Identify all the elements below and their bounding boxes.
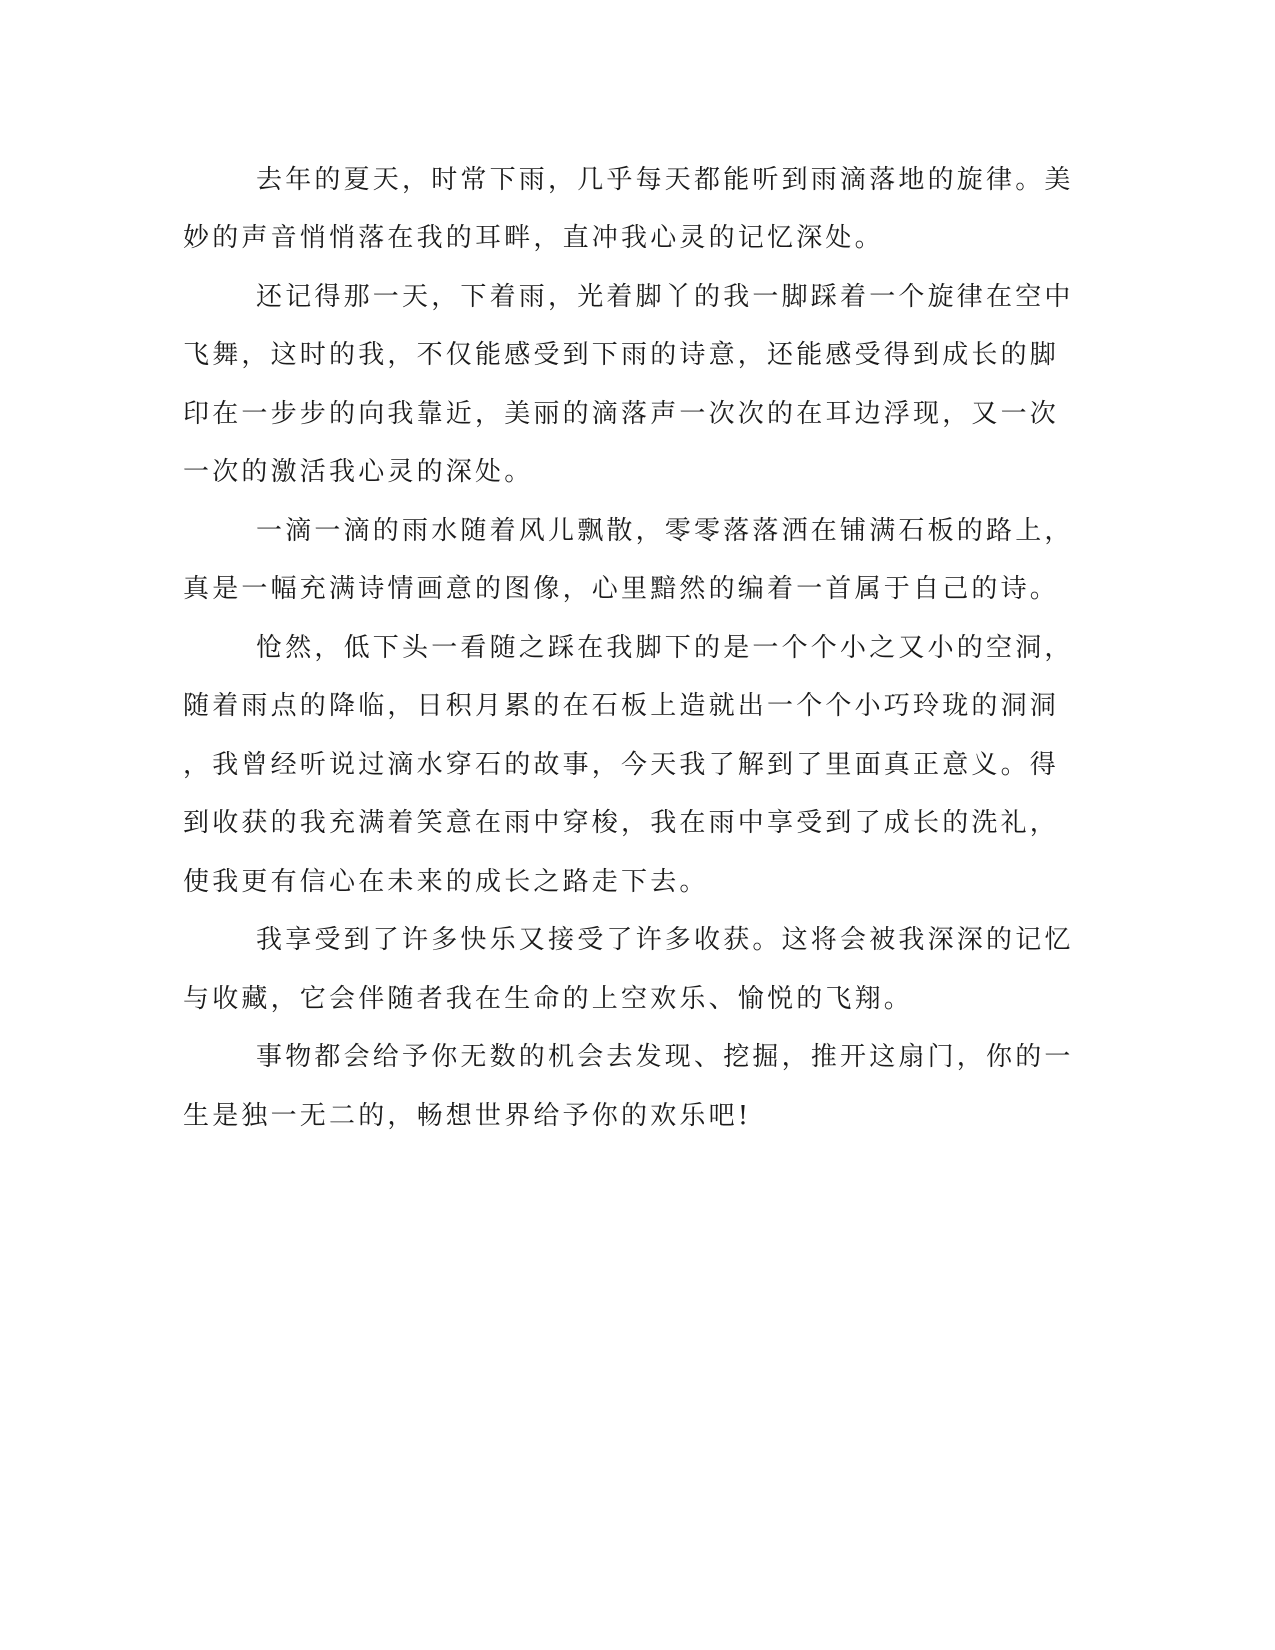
paragraph-2-line-1: 还记得那一天，下着雨，光着脚丫的我一脚踩着一个旋律在空中 — [256, 282, 1074, 312]
paragraph-3-line-2: 真是一幅充满诗情画意的图像，心里黯然的编着一首属于自己的诗。 — [183, 574, 1060, 604]
paragraph-2-line-2: 飞舞，这时的我，不仅能感受到下雨的诗意，还能感受得到成长的脚 — [183, 340, 1060, 370]
paragraph-6-line-1: 事物都会给予你无数的机会去发现、挖掘，推开这扇门，你的一 — [256, 1042, 1074, 1072]
paragraph-4-line-2: 随着雨点的降临，日积月累的在石板上造就出一个个小巧玲珑的洞洞 — [183, 691, 1060, 721]
paragraph-4-line-5: 使我更有信心在未来的成长之路走下去。 — [183, 867, 709, 897]
paragraph-5-line-1: 我享受到了许多快乐又接受了许多收获。这将会被我深深的记忆 — [256, 925, 1074, 955]
paragraph-3-line-1: 一滴一滴的雨水随着风儿飘散，零零落落洒在铺满石板的路上， — [256, 516, 1074, 546]
paragraph-6-line-2: 生是独一无二的，畅想世界给予你的欢乐吧! — [183, 1101, 752, 1131]
paragraph-2-line-3: 印在一步步的向我靠近，美丽的滴落声一次次的在耳边浮现，又一次 — [183, 399, 1060, 429]
paragraph-1-line-1: 去年的夏天，时常下雨，几乎每天都能听到雨滴落地的旋律。美 — [256, 165, 1074, 195]
paragraph-4-line-3: ，我曾经听说过滴水穿石的故事，今天我了解到了里面真正意义。得 — [183, 750, 1060, 780]
paragraph-4-line-1: 怆然，低下头一看随之踩在我脚下的是一个个小之又小的空洞， — [256, 633, 1074, 663]
paragraph-2-line-4: 一次的激活我心灵的深处。 — [183, 457, 534, 487]
paragraph-5-line-2: 与收藏，它会伴随者我在生命的上空欢乐、愉悦的飞翔。 — [183, 984, 914, 1014]
paragraph-1-line-2: 妙的声音悄悄落在我的耳畔，直冲我心灵的记忆深处。 — [183, 223, 884, 253]
paragraph-4-line-4: 到收获的我充满着笑意在雨中穿梭，我在雨中享受到了成长的洗礼， — [183, 808, 1060, 838]
